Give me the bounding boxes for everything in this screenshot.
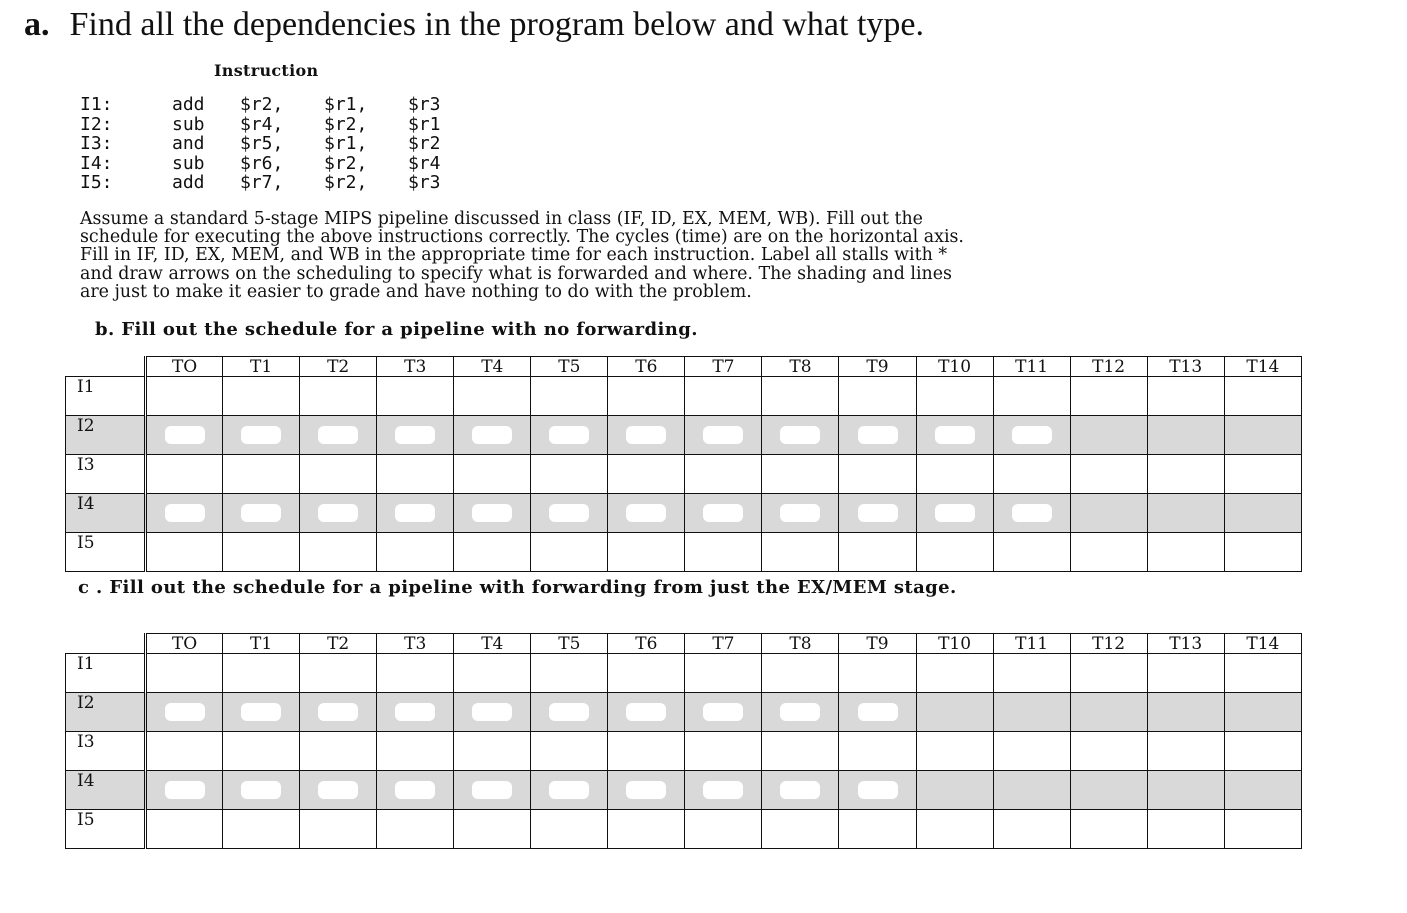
schedule-cell[interactable] (377, 732, 454, 771)
schedule-cell[interactable] (1224, 377, 1301, 416)
erased-mark (241, 504, 281, 522)
schedule-cell[interactable] (300, 771, 377, 810)
schedule-cell[interactable] (993, 494, 1070, 533)
paragraph-line: Fill in IF, ID, EX, MEM, and WB in the appropriate time for each instruction. Label all stalls with * (80, 245, 948, 266)
schedule-cell[interactable] (531, 732, 608, 771)
schedule-row (66, 810, 1302, 849)
schedule-cell[interactable] (300, 732, 377, 771)
schedule-cell[interactable] (146, 416, 223, 455)
erased-mark (858, 504, 898, 522)
schedule-cell[interactable] (839, 416, 916, 455)
instruction-line (80, 154, 492, 174)
erased-mark (472, 426, 512, 444)
schedule-cell[interactable] (1070, 810, 1147, 849)
schedule-cell[interactable] (993, 654, 1070, 693)
schedule-cell[interactable] (531, 693, 608, 732)
schedule-cell[interactable] (916, 654, 993, 693)
erased-mark (318, 504, 358, 522)
instruction-rs: $r2, (324, 113, 368, 135)
time-header: T9 (839, 357, 916, 377)
instruction-op: add (172, 172, 205, 194)
schedule-cell[interactable] (377, 416, 454, 455)
time-header: T14 (1224, 357, 1301, 377)
schedule-cell[interactable] (762, 771, 839, 810)
schedule-cell[interactable] (762, 533, 839, 572)
schedule-cell[interactable] (762, 654, 839, 693)
instruction-label: I2: (80, 113, 113, 135)
schedule-cell[interactable] (377, 533, 454, 572)
time-header: TO (146, 634, 223, 654)
schedule-cell[interactable] (993, 732, 1070, 771)
erased-mark (703, 703, 743, 721)
time-header: T13 (1147, 357, 1224, 377)
erased-mark (165, 781, 205, 799)
row-label: I5 (66, 533, 146, 572)
program-listing (80, 95, 492, 193)
time-header: T8 (762, 357, 839, 377)
instruction-label: I4: (80, 152, 113, 174)
schedule-row (66, 771, 1302, 810)
time-header: T11 (993, 357, 1070, 377)
schedule-cell[interactable] (839, 654, 916, 693)
schedule-cell[interactable] (377, 377, 454, 416)
schedule-cell[interactable] (531, 654, 608, 693)
schedule-row (66, 455, 1302, 494)
row-label: I1 (66, 654, 146, 693)
time-header: T7 (685, 357, 762, 377)
erased-mark (549, 504, 589, 522)
instruction-op: add (172, 94, 205, 115)
schedule-cell[interactable] (685, 732, 762, 771)
schedule-row (66, 693, 1302, 732)
schedule-cell[interactable] (993, 771, 1070, 810)
time-header: T4 (454, 634, 531, 654)
instruction-label: I3: (80, 133, 113, 155)
instruction-rs: $r1, (324, 94, 368, 115)
row-label: I3 (66, 732, 146, 771)
erased-mark (858, 426, 898, 444)
schedule-cell[interactable] (377, 455, 454, 494)
time-header: T10 (916, 634, 993, 654)
schedule-cell[interactable] (608, 732, 685, 771)
schedule-cell[interactable] (916, 771, 993, 810)
erased-mark (395, 703, 435, 721)
time-header: T1 (223, 357, 300, 377)
erased-mark (241, 781, 281, 799)
row-label: I4 (66, 494, 146, 533)
schedule-no-forwarding (65, 356, 1302, 572)
schedule-cell[interactable] (993, 533, 1070, 572)
schedule-cell[interactable] (916, 693, 993, 732)
erased-mark (780, 703, 820, 721)
schedule-cell[interactable] (300, 533, 377, 572)
schedule-cell[interactable] (839, 693, 916, 732)
schedule-row (66, 732, 1302, 771)
schedule-cell[interactable] (1070, 654, 1147, 693)
erased-mark (318, 703, 358, 721)
part-b-heading: b. Fill out the schedule for a pipeline with no forwarding. (95, 319, 698, 340)
erased-mark (472, 504, 512, 522)
paragraph-line: Assume a standard 5-stage MIPS pipeline discussed in class (IF, ID, EX, MEM, WB). Fill out the (80, 209, 923, 229)
schedule-cell[interactable] (300, 416, 377, 455)
instruction-line (80, 173, 492, 193)
schedule-cell[interactable] (146, 732, 223, 771)
schedule-cell[interactable] (839, 455, 916, 494)
schedule-cell[interactable] (608, 455, 685, 494)
schedule-row (66, 494, 1302, 533)
schedule-cell[interactable] (762, 732, 839, 771)
schedule-cell[interactable] (1070, 416, 1147, 455)
schedule-cell[interactable] (1147, 732, 1224, 771)
schedule-cell[interactable] (916, 377, 993, 416)
instruction-rt: $r2 (408, 133, 441, 155)
erased-mark (935, 504, 975, 522)
time-header: T12 (1070, 357, 1147, 377)
erased-mark (626, 781, 666, 799)
schedule-cell[interactable] (146, 771, 223, 810)
erased-mark (626, 703, 666, 721)
schedule-cell[interactable] (608, 377, 685, 416)
time-header: TO (146, 357, 223, 377)
schedule-cell[interactable] (1224, 654, 1301, 693)
erased-mark (780, 426, 820, 444)
schedule-cell[interactable] (223, 455, 300, 494)
schedule-cell[interactable] (685, 416, 762, 455)
schedule-cell[interactable] (839, 810, 916, 849)
schedule-cell[interactable] (531, 771, 608, 810)
schedule-cell[interactable] (993, 455, 1070, 494)
schedule-cell[interactable] (762, 494, 839, 533)
instruction-rt: $r1 (408, 113, 441, 135)
schedule-cell[interactable] (377, 810, 454, 849)
schedule-cell[interactable] (993, 693, 1070, 732)
schedule-row (66, 533, 1302, 572)
schedule-cell[interactable] (608, 810, 685, 849)
schedule-row (66, 377, 1302, 416)
schedule-cell[interactable] (1224, 494, 1301, 533)
schedule-cell[interactable] (223, 377, 300, 416)
schedule-cell[interactable] (762, 810, 839, 849)
time-header: T14 (1224, 634, 1301, 654)
schedule-cell[interactable] (300, 654, 377, 693)
schedule-cell[interactable] (762, 416, 839, 455)
instruction-rd: $r5, (240, 133, 284, 155)
schedule-cell[interactable] (1224, 455, 1301, 494)
schedule-row (66, 416, 1302, 455)
schedule-cell[interactable] (1147, 654, 1224, 693)
time-header: T8 (762, 634, 839, 654)
schedule-cell[interactable] (1147, 693, 1224, 732)
erased-mark (395, 781, 435, 799)
row-label: I5 (66, 810, 146, 849)
row-label: I2 (66, 416, 146, 455)
schedule-cell[interactable] (1070, 693, 1147, 732)
time-header: T6 (608, 357, 685, 377)
schedule-cell[interactable] (531, 533, 608, 572)
schedule-cell[interactable] (223, 771, 300, 810)
schedule-cell[interactable] (1224, 533, 1301, 572)
schedule-cell[interactable] (1224, 693, 1301, 732)
time-header: T5 (531, 634, 608, 654)
instruction-rs: $r1, (324, 133, 368, 155)
question-a (24, 6, 924, 44)
erased-mark (935, 426, 975, 444)
row-label: I3 (66, 455, 146, 494)
instruction-rd: $r2, (240, 94, 284, 115)
instruction-rt: $r4 (408, 152, 441, 174)
schedule-cell[interactable] (1070, 771, 1147, 810)
schedule-cell[interactable] (454, 771, 531, 810)
erased-mark (858, 781, 898, 799)
schedule-cell[interactable] (1147, 455, 1224, 494)
schedule-cell[interactable] (685, 654, 762, 693)
paragraph-line: schedule for executing the above instructions correctly. The cycles (time) are on the horizontal axis. (80, 227, 964, 248)
schedule-cell[interactable] (454, 732, 531, 771)
schedule-cell[interactable] (608, 533, 685, 572)
time-header: T2 (300, 357, 377, 377)
schedule-cell[interactable] (531, 455, 608, 494)
time-header: T3 (377, 357, 454, 377)
erased-mark (165, 426, 205, 444)
instructions-paragraph (80, 210, 1320, 301)
schedule-cell[interactable] (146, 810, 223, 849)
schedule-cell[interactable] (1224, 416, 1301, 455)
erased-mark (1012, 426, 1052, 444)
schedule-cell[interactable] (685, 693, 762, 732)
question-text: Find all the dependencies in the program below and what type. (69, 6, 924, 43)
erased-mark (165, 504, 205, 522)
schedule-cell[interactable] (1070, 533, 1147, 572)
schedule-cell[interactable] (1147, 771, 1224, 810)
schedule-cell[interactable] (454, 494, 531, 533)
schedule-cell[interactable] (1147, 494, 1224, 533)
schedule-cell[interactable] (454, 533, 531, 572)
schedule-cell[interactable] (377, 654, 454, 693)
erased-mark (780, 504, 820, 522)
schedule-cell[interactable] (223, 654, 300, 693)
erased-mark (472, 703, 512, 721)
schedule-cell[interactable] (993, 416, 1070, 455)
schedule-cell[interactable] (608, 416, 685, 455)
schedule-cell[interactable] (839, 771, 916, 810)
schedule-cell[interactable] (1147, 377, 1224, 416)
erased-mark (318, 426, 358, 444)
erased-mark (318, 781, 358, 799)
instruction-rt: $r3 (408, 94, 441, 115)
schedule-cell[interactable] (993, 810, 1070, 849)
schedule-cell[interactable] (300, 810, 377, 849)
schedule-cell[interactable] (762, 377, 839, 416)
schedule-cell[interactable] (377, 771, 454, 810)
schedule-cell[interactable] (762, 455, 839, 494)
schedule-cell[interactable] (223, 533, 300, 572)
schedule-cell[interactable] (1070, 377, 1147, 416)
erased-mark (165, 703, 205, 721)
instruction-rd: $r6, (240, 152, 284, 174)
schedule-cell[interactable] (685, 494, 762, 533)
schedule-cell[interactable] (839, 732, 916, 771)
erased-mark (549, 703, 589, 721)
erased-mark (703, 781, 743, 799)
row-label: I4 (66, 771, 146, 810)
schedule-cell[interactable] (454, 455, 531, 494)
time-header: T9 (839, 634, 916, 654)
table-corner (66, 357, 146, 377)
schedule-cell[interactable] (993, 377, 1070, 416)
erased-mark (241, 426, 281, 444)
instruction-label: I5: (80, 172, 113, 194)
schedule-cell[interactable] (300, 494, 377, 533)
time-header: T1 (223, 634, 300, 654)
erased-mark (1012, 504, 1052, 522)
erased-mark (703, 426, 743, 444)
instruction-op: and (172, 133, 205, 155)
erased-mark (549, 426, 589, 444)
schedule-cell[interactable] (916, 494, 993, 533)
schedule-cell[interactable] (146, 377, 223, 416)
schedule-cell[interactable] (146, 654, 223, 693)
instruction-rs: $r2, (324, 172, 368, 194)
schedule-row (66, 654, 1302, 693)
schedule-cell[interactable] (300, 693, 377, 732)
erased-mark (703, 504, 743, 522)
schedule-cell[interactable] (300, 455, 377, 494)
schedule-cell[interactable] (685, 810, 762, 849)
schedule-cell[interactable] (916, 455, 993, 494)
time-header: T13 (1147, 634, 1224, 654)
schedule-cell[interactable] (1224, 810, 1301, 849)
schedule-cell[interactable] (1147, 533, 1224, 572)
time-header: T6 (608, 634, 685, 654)
schedule-cell[interactable] (1224, 732, 1301, 771)
time-header: T11 (993, 634, 1070, 654)
schedule-cell[interactable] (146, 455, 223, 494)
schedule-cell[interactable] (223, 494, 300, 533)
instruction-rd: $r4, (240, 113, 284, 135)
schedule-cell[interactable] (146, 533, 223, 572)
erased-mark (780, 781, 820, 799)
time-header: T4 (454, 357, 531, 377)
schedule-cell[interactable] (1070, 455, 1147, 494)
schedule-cell[interactable] (839, 377, 916, 416)
schedule-cell[interactable] (377, 693, 454, 732)
time-header: T12 (1070, 634, 1147, 654)
instruction-rt: $r3 (408, 172, 441, 194)
schedule-ex-mem-forwarding (65, 633, 1302, 849)
schedule-cell[interactable] (1147, 810, 1224, 849)
erased-mark (626, 504, 666, 522)
instruction-line (80, 134, 492, 154)
erased-mark (858, 703, 898, 721)
erased-mark (395, 504, 435, 522)
instruction-line (80, 95, 492, 115)
schedule-cell[interactable] (839, 494, 916, 533)
paragraph-line: are just to make it easier to grade and have nothing to do with the problem. (80, 281, 752, 302)
schedule-cell[interactable] (916, 732, 993, 771)
erased-mark (472, 781, 512, 799)
question-label: a. (24, 6, 50, 43)
row-label: I1 (66, 377, 146, 416)
schedule-cell[interactable] (839, 533, 916, 572)
schedule-cell[interactable] (454, 810, 531, 849)
table-corner (66, 634, 146, 654)
schedule-cell[interactable] (916, 533, 993, 572)
schedule-cell[interactable] (454, 654, 531, 693)
erased-mark (626, 426, 666, 444)
time-header: T5 (531, 357, 608, 377)
instruction-rd: $r7, (240, 172, 284, 194)
time-header: T10 (916, 357, 993, 377)
schedule-cell[interactable] (685, 377, 762, 416)
time-header: T3 (377, 634, 454, 654)
instruction-rs: $r2, (324, 152, 368, 174)
instruction-header: Instruction (214, 61, 319, 80)
schedule-cell[interactable] (685, 455, 762, 494)
time-header: T7 (685, 634, 762, 654)
schedule-cell[interactable] (1224, 771, 1301, 810)
schedule-cell[interactable] (223, 416, 300, 455)
part-c-heading: c . Fill out the schedule for a pipeline with forwarding from just the EX/MEM stage. (78, 577, 957, 598)
erased-mark (395, 426, 435, 444)
schedule-cell[interactable] (531, 377, 608, 416)
erased-mark (241, 703, 281, 721)
schedule-cell[interactable] (300, 377, 377, 416)
row-label: I2 (66, 693, 146, 732)
schedule-cell[interactable] (685, 771, 762, 810)
schedule-cell[interactable] (1070, 732, 1147, 771)
instruction-op: sub (172, 152, 205, 174)
schedule-cell[interactable] (531, 494, 608, 533)
schedule-cell[interactable] (608, 771, 685, 810)
paragraph-line: and draw arrows on the scheduling to specify what is forwarded and where. The shading and lines (80, 263, 952, 284)
schedule-cell[interactable] (223, 732, 300, 771)
instruction-label: I1: (80, 94, 113, 115)
schedule-cell[interactable] (377, 494, 454, 533)
instruction-line (80, 115, 492, 135)
instruction-op: sub (172, 113, 205, 135)
schedule-cell[interactable] (454, 693, 531, 732)
schedule-cell[interactable] (608, 693, 685, 732)
schedule-cell[interactable] (1147, 416, 1224, 455)
schedule-cell[interactable] (223, 693, 300, 732)
time-header: T2 (300, 634, 377, 654)
schedule-cell[interactable] (685, 533, 762, 572)
schedule-cell[interactable] (531, 810, 608, 849)
schedule-cell[interactable] (454, 416, 531, 455)
schedule-cell[interactable] (531, 416, 608, 455)
schedule-cell[interactable] (1070, 494, 1147, 533)
schedule-cell[interactable] (916, 416, 993, 455)
schedule-cell[interactable] (146, 693, 223, 732)
schedule-cell[interactable] (146, 494, 223, 533)
schedule-cell[interactable] (608, 654, 685, 693)
erased-mark (549, 781, 589, 799)
schedule-cell[interactable] (454, 377, 531, 416)
schedule-cell[interactable] (223, 810, 300, 849)
schedule-cell[interactable] (608, 494, 685, 533)
schedule-cell[interactable] (916, 810, 993, 849)
schedule-cell[interactable] (762, 693, 839, 732)
